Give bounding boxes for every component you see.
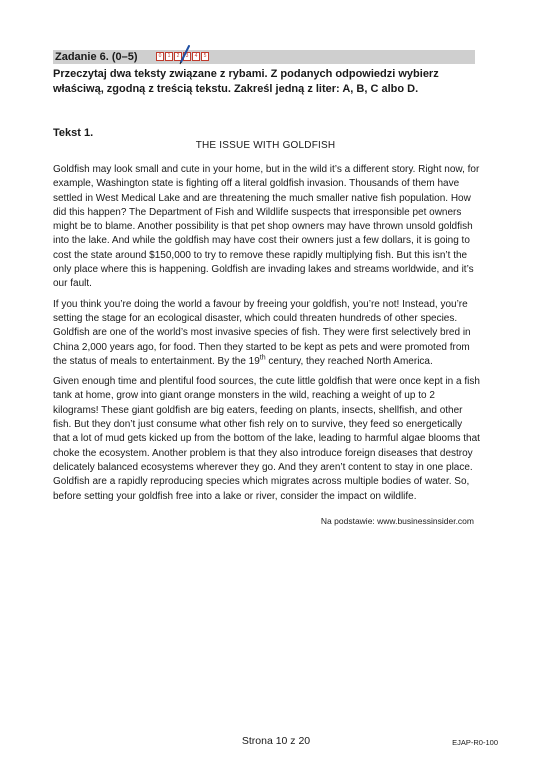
paragraph: Goldfish may look small and cute in your home, but in the wild it’s a different story. Right now, for example, Washington state is fighting off a literal goldfish invasion. Thousands of them have settled in West Medical Lake and are threatening the much smaller native fish population. How did this happen? The Department of Fish and Wildlife suspects that irresponsible pet owners might be to blame. Another possibility is that pet shop owners may have thrown unsold goldfish into the lake. And while the goldfish may have cost their owners just a few dollars, it is going to cost the state around $150,000 to try to remove these rapidly multiplying fish. But this isn’t the only place where this is happening. Goldfish are invading lakes and streams worldwide, and it’s our fault. (53, 164, 480, 290)
task-instruction: Przeczytaj dwa teksty związane z rybami. Z podanych odpowiedzi wybierz właściwą, zgodną z treścią tekstu. Zakreśl jedną z liter: A, B, C albo D. (53, 68, 439, 95)
score-box: 0 (156, 52, 164, 61)
task-title: Zadanie 6. (0–5) (55, 51, 138, 63)
superscript: th (259, 354, 266, 362)
score-box: 2 (174, 52, 182, 61)
source-citation: Na podstawie: www.businessinsider.com (320, 516, 474, 526)
task-header-bar (53, 50, 475, 64)
score-box: 5 (201, 52, 209, 61)
document-code: EJAP-R0-100 (452, 738, 498, 747)
paragraph-text: century, they reached North America. (265, 355, 433, 367)
text-label: Tekst 1. (53, 127, 94, 139)
paragraph: Given enough time and plentiful food sources, the cute little goldfish that were once kept in a fish tank at home, grow into giant orange monsters in the wild, reaching a weight of up to 2 kilograms! These giant goldfish are big eaters, feeding on plants, insects, shellfish, and other fish. But they don’t just consume what other fish rely on to survive, they feed so energetically that a lot of mud gets kicked up from the bottom of the lake, leading to harmful algae blooms that choke the ecosystem. Another problem is that they also introduce foreign diseases that destroy delicately balanced ecosystems wherever they go. And they aren’t content to stay in one place. Goldfish are a rapidly reproducing species which migrates across multiple bodies of water. So, before setting your goldfish free into a lake or river, consider the impact on wildlife. (53, 376, 480, 502)
score-box: 1 (165, 52, 173, 61)
score-box: 3 (183, 52, 191, 61)
score-box: 4 (192, 52, 200, 61)
article-body (53, 163, 480, 510)
paragraph-text: If you think you’re doing the world a favour by freeing your goldfish, you’re not! Instead, you’re setting the stage for an ecological disaster, which could threaten hundreds of other species. Goldfish are one of the world’s most invasive species of fish. They were first selectively bred in China 2,000 years ago, for food. Then they started to be kept as pets and were promoted from the status of meals to entertainment. By the 19 (53, 298, 471, 367)
article-title: THE ISSUE WITH GOLDFISH (195, 140, 336, 151)
page-number: Strona 10 z 20 (241, 735, 311, 747)
paragraph (53, 298, 480, 369)
